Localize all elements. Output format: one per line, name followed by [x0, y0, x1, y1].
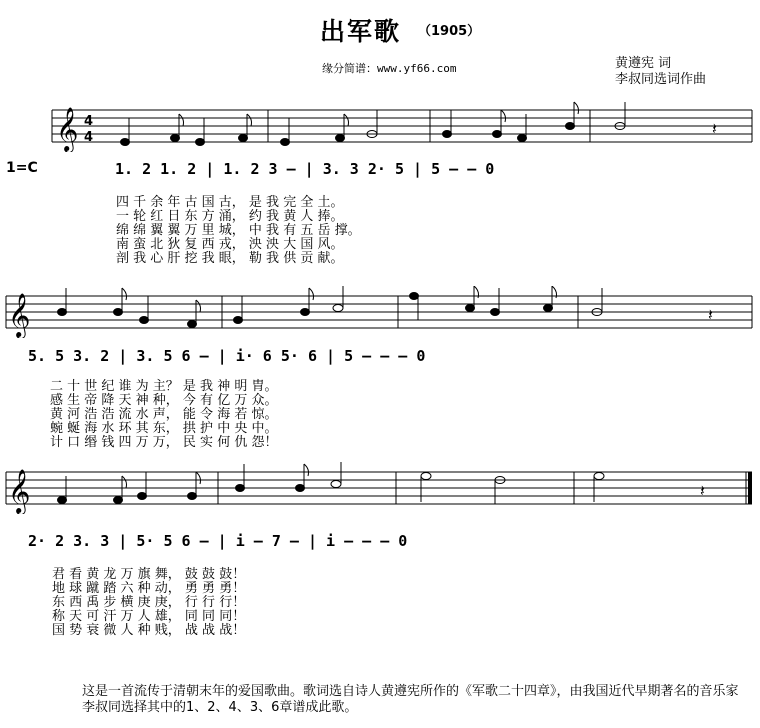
lyric-verse: 四 千 余 年 古 国 古， 是 我 完 全 土。	[116, 195, 344, 210]
lyric-verse: 感 生 帝 降 天 神 种， 今 有 亿 万 众。	[50, 393, 278, 408]
staff-system-3	[0, 462, 760, 514]
staff-system-1	[0, 100, 760, 152]
lyric-verse: 国 势 衰 微 人 种 贱， 战 战 战！	[52, 623, 246, 638]
song-description: 这是一首流传于清朝末年的爱国歌曲。歌词选自诗人黄遵宪所作的《军歌二十四章》，由我国近代早期著名的音乐家李叔同选择其中的1、2、4、3、6章谱成此歌。	[82, 684, 739, 715]
source-credit: 缘分简谱：www.yf66.com	[322, 62, 457, 75]
lyric-verse: 绵 绵 翼 翼 万 里 城， 中 我 有 五 岳 撑。	[116, 223, 361, 238]
lyric-verse: 剖 我 心 肝 挖 我 眼， 勒 我 供 贡 献。	[116, 251, 344, 266]
lyric-verse: 蜿 蜒 海 水 环 其 东， 拱 护 中 央 中。	[50, 421, 278, 436]
lyric-verse: 君 看 黄 龙 万 旗 舞， 鼓 鼓 鼓！	[52, 567, 246, 582]
lyrics-block-3	[52, 568, 652, 638]
jianpu-line-2: 5. 5 3. 2 | 3. 5 6 — | i· 6 5· 6 | 5 — — — 0	[28, 347, 426, 365]
composer-credit: 李叔同选词作曲	[615, 72, 707, 87]
lyrics-block-1	[116, 196, 636, 266]
lyric-verse: 黄 河 浩 浩 流 水 声， 能 令 海 若 惊。	[50, 407, 278, 422]
lyricist-credit: 黄遵宪 词	[615, 56, 672, 71]
song-year: （1905）	[418, 24, 481, 39]
jianpu-line-1: 1. 2 1. 2 | 1. 2 3 — | 3. 3 2· 5 | 5 — — 0	[115, 160, 495, 178]
staff-system-2	[0, 286, 760, 338]
key-signature: 1=C	[6, 160, 38, 176]
lyric-verse: 一 轮 红 日 东 方 涌， 约 我 黄 人 捧。	[116, 209, 344, 224]
lyric-verse: 东 西 禹 步 横 庚 庚， 行 行 行！	[52, 595, 246, 610]
treble-clef-icon: 𝄞	[56, 107, 79, 151]
rest-icon: 𝄽	[700, 481, 705, 500]
treble-clef-icon: 𝄞	[8, 469, 31, 513]
lyric-verse: 称 天 可 汗 万 人 雄， 同 同 同！	[52, 609, 246, 624]
treble-clef-icon: 𝄞	[8, 293, 31, 337]
rest-icon: 𝄽	[708, 305, 713, 324]
lyric-verse: 南 蛮 北 狄 复 西 戎， 泱 泱 大 国 风。	[116, 237, 344, 252]
song-title: 出军歌	[320, 17, 402, 46]
lyric-verse: 计 口 缗 钱 四 万 万， 民 实 何 仇 怨！	[50, 435, 278, 450]
rest-icon: 𝄽	[712, 119, 717, 138]
time-sig-bottom: 4	[84, 130, 94, 145]
lyrics-block-2	[50, 380, 650, 450]
lyric-verse: 二 十 世 纪 谁 为 主？ 是 我 神 明 胄。	[50, 379, 278, 394]
jianpu-line-3: 2· 2 3. 3 | 5· 5 6 — | i — 7 — | i — — — 0	[28, 532, 408, 550]
time-sig-top: 4	[84, 114, 94, 129]
lyric-verse: 地 球 蹴 踏 六 种 动， 勇 勇 勇！	[52, 581, 246, 596]
